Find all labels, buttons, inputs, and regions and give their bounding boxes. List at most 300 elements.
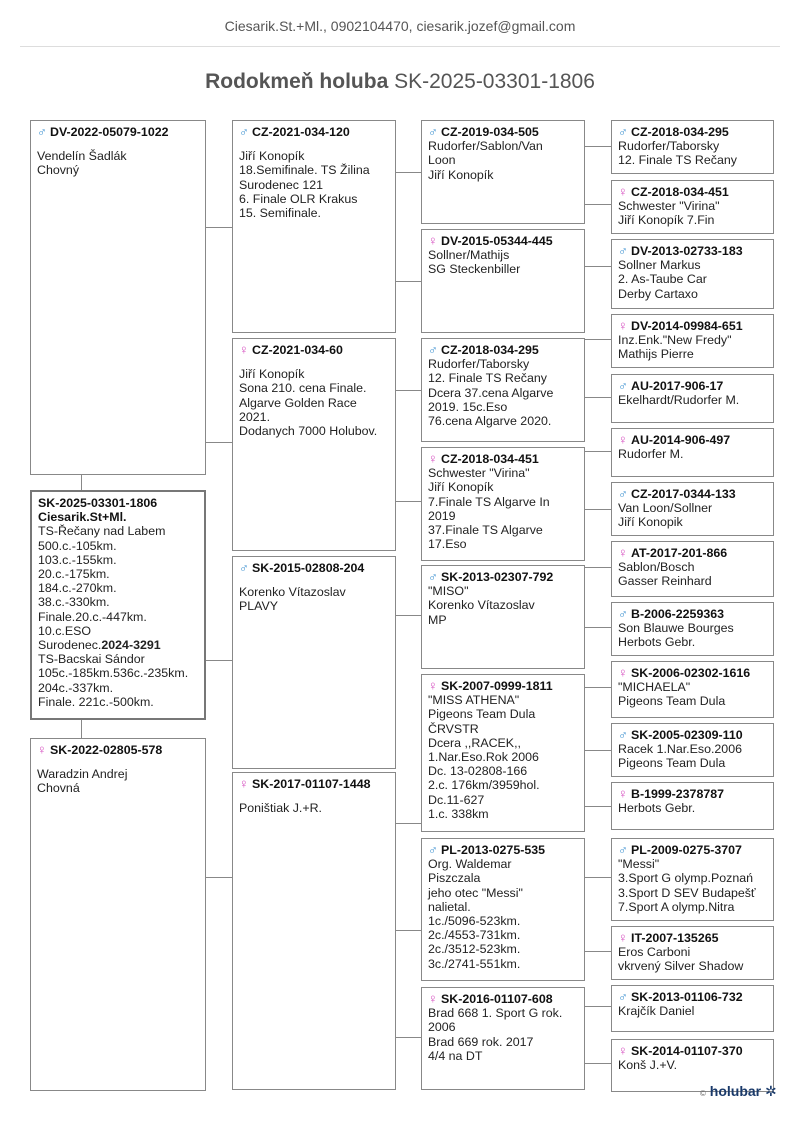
connector-line (396, 501, 421, 502)
connector-line (585, 627, 611, 628)
gen1-pigeon-box[interactable] (30, 738, 206, 1091)
logo-icon: ✲ (765, 1083, 777, 1099)
connector-line (585, 750, 611, 751)
detail-line: Poništiak J.+R. (239, 801, 322, 816)
main-pigeon-box[interactable] (30, 490, 206, 720)
connector-line (585, 266, 611, 267)
female-icon: ♀ (428, 991, 438, 1006)
detail-line: 17.Eso (428, 537, 467, 552)
detail-line: PLAVY (239, 599, 279, 614)
detail-line: 500.c.-105km. (38, 538, 117, 553)
detail-line (239, 139, 389, 149)
female-icon: ♀ (239, 342, 249, 357)
pigeon-details (618, 501, 767, 529)
male-icon: ♂ (37, 124, 47, 139)
male-icon: ♂ (428, 342, 438, 357)
detail-line: 1c./5096-523km. (428, 914, 521, 929)
ring-number: DV-2014-09984-651 (631, 319, 743, 333)
detail-line: 12. Finale TS Rečany (428, 371, 547, 386)
logo-text: holubar (709, 1083, 762, 1099)
connector-line (585, 877, 611, 878)
detail-line: Surodenec 121 (239, 177, 324, 192)
gen3-pigeon-box[interactable] (421, 229, 585, 333)
gen3-pigeon-box[interactable] (421, 565, 585, 669)
connector-line (396, 615, 421, 616)
detail-line: nalietal. (428, 899, 471, 914)
header-divider (20, 46, 780, 47)
detail-line: Sona 210. cena Finale. (239, 381, 367, 396)
detail-line: 2c./4553-731km. (428, 928, 521, 943)
detail-line: Herbots Gebr. (618, 801, 696, 816)
main-details (38, 524, 198, 638)
detail-line: Sablon/Bosch (618, 560, 695, 575)
contact-header: Ciesarik.St.+Ml., 0902104470, ciesarik.jozef@gmail.com (224, 18, 576, 34)
female-icon: ♀ (618, 318, 628, 333)
pigeon-details (618, 945, 767, 973)
detail-line: vkrvený Silver Shadow (618, 959, 744, 974)
ring-number: AT-2017-201-866 (631, 546, 728, 560)
detail-line (239, 575, 389, 585)
connector-line (81, 720, 82, 738)
pigeon-ring (428, 843, 578, 857)
pigeon-ring (618, 787, 767, 801)
male-icon: ♂ (618, 378, 628, 393)
ring-number: SK-2022-02805-578 (50, 743, 163, 757)
detail-line: 6. Finale OLR Krakus (239, 191, 358, 206)
detail-line: 10.c.ESO (38, 623, 92, 638)
gen2-pigeon-box[interactable] (232, 120, 396, 333)
pigeon-details (618, 857, 767, 914)
pigeon-ring (618, 666, 767, 680)
detail-line: Dodanych 7000 Holubov. (239, 424, 378, 439)
pigeon-ring (618, 990, 767, 1004)
pigeon-details (428, 584, 578, 627)
gen4-pigeon-box[interactable] (611, 314, 774, 368)
pigeon-ring (428, 125, 578, 139)
detail-line: Jiří Konopík (239, 149, 305, 164)
ring-number: B-2006-2259363 (631, 607, 725, 621)
female-icon: ♀ (37, 742, 47, 757)
detail-line: Waradzin Andrej (37, 767, 128, 782)
detail-line: SG Steckenbiller (428, 262, 521, 277)
pigeon-details (618, 139, 767, 167)
male-icon: ♂ (239, 560, 249, 575)
detail-line: Jiří Konopík (428, 480, 494, 495)
female-icon: ♀ (618, 786, 628, 801)
detail-line: Rudorfer/Taborsky (618, 139, 720, 154)
male-icon: ♂ (618, 486, 628, 501)
detail-line: Rudorfer/Sablon/Van (428, 139, 543, 154)
detail-line: Chovný (37, 163, 80, 178)
ring-number: DV-2022-05079-1022 (50, 125, 169, 139)
pigeon-details (239, 575, 389, 613)
pigeon-ring (428, 234, 578, 248)
detail-line: Dc.11-627 (428, 792, 485, 807)
detail-line: Sollner/Mathijs (428, 248, 510, 263)
ring-number: CZ-2021-034-60 (252, 343, 343, 357)
title-ring: SK-2025-03301-1806 (394, 70, 595, 93)
gen2-pigeon-box[interactable] (232, 556, 396, 769)
gen3-pigeon-box[interactable] (421, 838, 585, 981)
detail-line: ČRVSTR (428, 721, 479, 736)
detail-line: 2.c. 176km/3959hol. (428, 778, 540, 793)
ring-number: SK-2005-02309-110 (631, 728, 743, 742)
ring-number: IT-2007-135265 (631, 931, 719, 945)
detail-line: 2019. 15c.Eso (428, 399, 508, 414)
gen4-pigeon-box[interactable] (611, 723, 774, 777)
detail-line: Mathijs Pierre (618, 347, 694, 362)
pigeon-details (618, 801, 767, 815)
detail-line: 103.c.-155km. (38, 552, 117, 567)
gen4-pigeon-box[interactable] (611, 541, 774, 597)
detail-line: Rudorfer M. (618, 447, 684, 462)
pigeon-details (428, 466, 578, 551)
connector-line (585, 1063, 611, 1064)
connector-line (206, 442, 232, 443)
detail-line: Piszczala (428, 871, 481, 886)
pigeon-ring (618, 433, 767, 447)
main-surodenec (38, 638, 198, 652)
detail-line: 18.Semifinale. TS Žilina (239, 163, 370, 178)
connector-line (206, 227, 232, 228)
ring-number: AU-2017-906-17 (631, 379, 724, 393)
connector-line (396, 930, 421, 931)
female-icon: ♀ (239, 776, 249, 791)
ring-number: PL-2013-0275-535 (441, 843, 546, 857)
ring-number: SK-2007-0999-1811 (441, 679, 553, 693)
pigeon-ring (239, 343, 389, 357)
surodenec-ring: 2024-3291 (101, 638, 161, 653)
connector-line (585, 687, 611, 688)
detail-line (239, 791, 389, 801)
detail-line: Rudorfer/Taborsky (428, 357, 530, 372)
connector-line (396, 281, 421, 282)
female-icon: ♀ (618, 1043, 628, 1058)
gen4-pigeon-box[interactable] (611, 120, 774, 174)
pigeon-ring (618, 607, 767, 621)
pigeon-ring (37, 743, 199, 757)
pigeon-details (428, 139, 578, 182)
detail-line: Konš J.+V. (618, 1058, 678, 1073)
detail-line: 3.Sport G olymp.Poznań (618, 871, 753, 886)
detail-line: Derby Cartaxo (618, 286, 698, 301)
detail-line: Racek 1.Nar.Eso.2006 (618, 742, 742, 757)
detail-line: Pigeons Team Dula (618, 756, 726, 771)
ring-number: SK-2014-01107-370 (631, 1044, 743, 1058)
detail-line: 3.Sport D SEV Budapešť (618, 885, 756, 900)
female-icon: ♀ (428, 678, 438, 693)
connector-line (81, 475, 82, 490)
detail-line: 12. Finale TS Rečany (618, 153, 737, 168)
female-icon: ♀ (428, 451, 438, 466)
ring-number: CZ-2019-034-505 (441, 125, 539, 139)
detail-line: Jiří Konopík 7.Fin (618, 213, 715, 228)
gen4-pigeon-box[interactable] (611, 926, 774, 980)
connector-line (396, 1037, 421, 1038)
detail-line: 20.c.-175km. (38, 567, 110, 582)
pigeon-ring (618, 931, 767, 945)
detail-line: Pigeons Team Dula (428, 707, 536, 722)
pigeon-details (618, 393, 767, 407)
ring-number: PL-2009-0275-3707 (631, 843, 742, 857)
male-icon: ♂ (428, 569, 438, 584)
detail-line: "MICHAELA" (618, 680, 691, 695)
ring-number: DV-2013-02733-183 (631, 244, 743, 258)
detail-line: 2006 (428, 1020, 456, 1035)
detail-line: 37.Finale TS Algarve (428, 523, 543, 538)
detail-line: Org. Waldemar (428, 857, 512, 872)
title-label: Rodokmeň holuba (205, 70, 389, 93)
pigeon-details (428, 693, 578, 821)
male-icon: ♂ (428, 124, 438, 139)
connector-line (585, 806, 611, 807)
connector-line (585, 951, 611, 952)
detail-line: 4/4 na DT (428, 1048, 483, 1063)
detail-line: Gasser Reinhard (618, 574, 712, 589)
ring-number: CZ-2018-034-451 (441, 452, 539, 466)
pigeon-ring (428, 570, 578, 584)
detail-line: "Messi" (618, 857, 660, 872)
detail-line: 2c./3512-523km. (428, 942, 521, 957)
detail-line: Pigeons Team Dula (618, 694, 726, 709)
main-ring: SK-2025-03301-1806 (38, 496, 158, 510)
surodenec-label: Surodenec. (38, 638, 102, 653)
detail-line: Sollner Markus (618, 258, 701, 273)
pigeon-details (428, 248, 578, 276)
connector-line (585, 567, 611, 568)
male-icon: ♂ (618, 727, 628, 742)
ring-number: B-1999-2378787 (631, 787, 725, 801)
detail-line: Finale.20.c.-447km. (38, 609, 147, 624)
pigeon-ring (618, 843, 767, 857)
pigeon-ring (37, 125, 199, 139)
connector-line (206, 877, 232, 878)
detail-line: Krajčík Daniel (618, 1004, 695, 1019)
ring-number: SK-2015-02808-204 (252, 561, 365, 575)
pigeon-ring (618, 319, 767, 333)
pigeon-ring (618, 125, 767, 139)
detail-line: 204c.-337km. (38, 680, 114, 695)
detail-line: jeho otec "Messi" (428, 885, 523, 900)
detail-line: Van Loon/Sollner (618, 501, 713, 516)
pigeon-ring (618, 546, 767, 560)
pigeon-details (428, 357, 578, 428)
detail-line: 38.c.-330km. (38, 595, 110, 610)
gen4-pigeon-box[interactable] (611, 180, 774, 234)
detail-line: Algarve Golden Race (239, 395, 357, 410)
pigeon-details (618, 680, 767, 708)
gen3-pigeon-box[interactable] (421, 674, 585, 832)
male-icon: ♂ (618, 243, 628, 258)
detail-line: Korenko Vítazoslav (428, 598, 535, 613)
detail-line: 1.Nar.Eso.Rok 2006 (428, 750, 539, 765)
detail-line: Korenko Vítazoslav (239, 585, 346, 600)
ring-number: SK-2006-02302-1616 (631, 666, 751, 680)
connector-line (396, 390, 421, 391)
pigeon-ring (239, 125, 389, 139)
gen2-pigeon-box[interactable] (232, 338, 396, 551)
gen4-pigeon-box[interactable] (611, 482, 774, 536)
ring-number: SK-2013-01106-732 (631, 990, 743, 1004)
detail-line: Vendelín Šadlák (37, 149, 127, 164)
detail-line: 2021. (239, 409, 271, 424)
pigeon-details (239, 357, 389, 438)
ring-number: SK-2017-01107-1448 (252, 777, 371, 791)
detail-line: Finale. 221c.-500km. (38, 694, 154, 709)
detail-line: 1.c. 338km (428, 806, 489, 821)
detail-line: 15. Semifinale. (239, 206, 321, 221)
pigeon-ring (618, 379, 767, 393)
gen3-pigeon-box[interactable] (421, 447, 585, 561)
ring-number: CZ-2017-0344-133 (631, 487, 736, 501)
detail-line: Brad 668 1. Sport G rok. (428, 1006, 563, 1021)
male-icon: ♂ (618, 842, 628, 857)
pigeon-ring (428, 992, 578, 1006)
pigeon-details (37, 757, 199, 795)
detail-line (37, 139, 199, 149)
connector-line (585, 451, 611, 452)
male-icon: ♂ (239, 124, 249, 139)
pigeon-details (618, 742, 767, 770)
main-details-2 (38, 652, 198, 709)
gen4-pigeon-box[interactable] (611, 428, 774, 477)
connector-line (396, 823, 421, 824)
pigeon-ring (618, 487, 767, 501)
pigeon-details (37, 139, 199, 177)
detail-line: 2019 (428, 508, 456, 523)
male-icon: ♂ (618, 124, 628, 139)
pigeon-ring (428, 343, 578, 357)
detail-line: TS-Řečany nad Labem (38, 524, 166, 539)
detail-line: Schwester "Virina" (428, 466, 530, 481)
ring-number: DV-2015-05344-445 (441, 234, 553, 248)
pigeon-details (428, 857, 578, 971)
page-title (0, 70, 800, 94)
pigeon-details (618, 258, 767, 301)
male-icon: ♂ (618, 606, 628, 621)
detail-line: Dc. 13-02808-166 (428, 764, 528, 779)
detail-line: Dcera ,,RACEK,, (428, 735, 521, 750)
gen4-pigeon-box[interactable] (611, 838, 774, 921)
pigeon-ring (428, 452, 578, 466)
gen3-pigeon-box[interactable] (421, 987, 585, 1090)
female-icon: ♀ (618, 930, 628, 945)
pigeon-ring (618, 185, 767, 199)
gen4-pigeon-box[interactable] (611, 374, 774, 423)
detail-line: 7.Finale TS Algarve In (428, 494, 550, 509)
detail-line: Ekelhardt/Rudorfer M. (618, 393, 740, 408)
ring-number: SK-2016-01107-608 (441, 992, 553, 1006)
detail-line: Jiří Konopík (428, 167, 494, 182)
detail-line: Dcera 37.cena Algarve (428, 385, 554, 400)
pigeon-ring (618, 728, 767, 742)
male-icon: ♂ (618, 989, 628, 1004)
ring-number: CZ-2018-034-451 (631, 185, 729, 199)
detail-line: TS-Bacskai Sándor (38, 652, 145, 667)
gen4-pigeon-box[interactable] (611, 661, 774, 718)
pigeon-details (618, 560, 767, 588)
ring-number: CZ-2021-034-120 (252, 125, 350, 139)
detail-line: Eros Carboni (618, 945, 691, 960)
pigeon-ring (239, 777, 389, 791)
copyright-mark: © (700, 1089, 706, 1098)
detail-line: 105c.-185km.536c.-235km. (38, 666, 189, 681)
female-icon: ♀ (618, 665, 628, 680)
gen4-pigeon-box[interactable] (611, 782, 774, 830)
detail-line: Son Blauwe Bourges (618, 621, 734, 636)
pigeon-details (618, 1004, 767, 1018)
female-icon: ♀ (618, 184, 628, 199)
pigeon-details (618, 333, 767, 361)
female-icon: ♀ (618, 545, 628, 560)
detail-line: Herbots Gebr. (618, 635, 696, 650)
pigeon-ring (239, 561, 389, 575)
detail-line (37, 757, 199, 767)
connector-line (206, 660, 232, 661)
pigeon-details (428, 1006, 578, 1063)
ring-number: AU-2014-906-497 (631, 433, 731, 447)
ring-number: CZ-2018-034-295 (631, 125, 729, 139)
female-icon: ♀ (618, 432, 628, 447)
connector-line (585, 339, 611, 340)
detail-line: MP (428, 612, 447, 627)
detail-line: Jiří Konopík (239, 367, 305, 382)
pigeon-ring (428, 679, 578, 693)
pigeon-details (239, 139, 389, 220)
pigeon-details (618, 621, 767, 649)
connector-line (585, 204, 611, 205)
pigeon-details (618, 447, 767, 461)
female-icon: ♀ (428, 233, 438, 248)
gen2-pigeon-box[interactable] (232, 772, 396, 1090)
pigeon-details (618, 199, 767, 227)
pigeon-details (618, 1058, 767, 1072)
gen3-pigeon-box[interactable] (421, 120, 585, 224)
detail-line: "MISS ATHENA" (428, 693, 520, 708)
main-owner: Ciesarik.St+Ml. (38, 510, 127, 525)
detail-line: Loon (428, 153, 456, 168)
gen4-pigeon-box[interactable] (611, 239, 774, 309)
ring-number: SK-2013-02307-792 (441, 570, 554, 584)
ring-number: CZ-2018-034-295 (441, 343, 539, 357)
detail-line: 7.Sport A olymp.Nitra (618, 899, 735, 914)
detail-line: Brad 669 rok. 2017 (428, 1034, 534, 1049)
connector-line (585, 397, 611, 398)
detail-line: Chovná (37, 781, 80, 796)
detail-line: 3c./2741-551km. (428, 956, 521, 971)
connector-line (396, 172, 421, 173)
pigeon-ring (618, 244, 767, 258)
detail-line: Jiří Konopik (618, 515, 683, 530)
gen3-pigeon-box[interactable] (421, 338, 585, 442)
detail-line: Schwester "Virina" (618, 199, 720, 214)
gen4-pigeon-box[interactable] (611, 602, 774, 656)
connector-line (585, 146, 611, 147)
pigeon-details (239, 791, 389, 815)
detail-line: 76.cena Algarve 2020. (428, 414, 552, 429)
detail-line (239, 357, 389, 367)
gen1-pigeon-box[interactable] (30, 120, 206, 475)
gen4-pigeon-box[interactable] (611, 985, 774, 1032)
male-icon: ♂ (428, 842, 438, 857)
detail-line: Inz.Enk."New Fredy" (618, 333, 732, 348)
connector-line (585, 509, 611, 510)
detail-line: 2. As-Taube Car (618, 272, 707, 287)
detail-line: "MISO" (428, 584, 469, 599)
holubar-logo (700, 1083, 777, 1100)
connector-line (585, 1006, 611, 1007)
detail-line: 184.c.-270km. (38, 581, 117, 596)
